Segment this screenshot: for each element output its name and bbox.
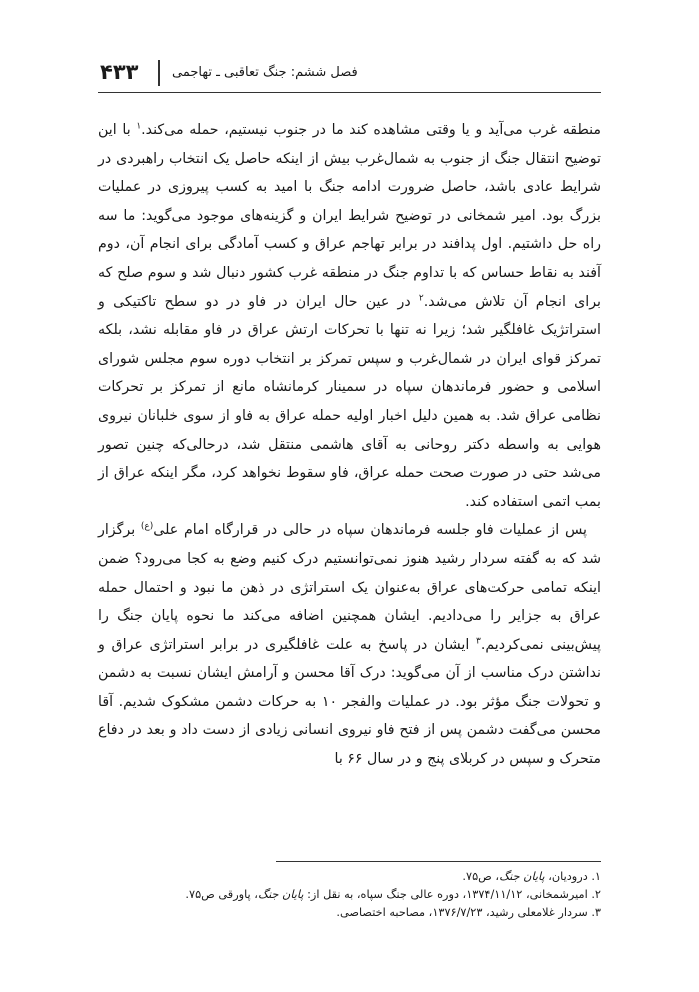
text-run: منطقه غرب می‌آید و یا وقتی مشاهده کند ما در جنوب نیستیم، حمله می‌کند.: [141, 122, 601, 138]
footnote-marker: (ع): [140, 521, 154, 532]
book-title: پایان جنگ: [257, 888, 304, 901]
book-title: پایان جنگ: [499, 870, 545, 883]
footnote-marker: ۱: [136, 121, 142, 132]
text-run: ، پاورقی ص۷۵.: [185, 888, 258, 901]
text-run: در عین حال ایران در فاو در دو سطح تاکتیکی و استراتژیک غافلگیر شد؛ زیرا نه تنها با تحرکات ارتش عراق در فاو مقابله نشد، بلکه تمرکز قوای ایران در شمال‌غرب و سپس تمرکز بر انتخاب دوره سوم مجلس شورای اسلامی و حضور فرماندهان سپاه در سمینار کرمانشاه مانع از تمرکز بر تحرکات نظامی عراق شد. به همین دلیل اخبار اولیه حمله عراق به فاو از سوی خلبانان نیروی هوایی به واسطه دکتر روحانی به آقای هاشمی منتقل شد، درحالی‌که چنین تصور می‌شد حتی در صورت صحت حمله عراق، فاو سقوط نخواهد کرد، مگر اینکه عراق از بمب اتمی استفاده کند.: [98, 293, 601, 510]
footnote-2: [90, 886, 601, 904]
body-text: [98, 116, 601, 774]
footnote-marker: ۳: [476, 635, 481, 646]
text-run: ، ص۷۵.: [462, 870, 500, 883]
text-run: پس از عملیات فاو جلسه فرماندهان سپاه در حالی در قرارگاه امام علی: [153, 522, 587, 539]
paragraph-1: [98, 116, 601, 516]
text-run: ۲. امیرشمخانی، ۱۳۷۴/۱۱/۱۲، دوره عالی جنگ سپاه، به نقل از:: [303, 888, 601, 901]
page-header: [98, 56, 601, 93]
footnote-marker: ۲: [418, 292, 424, 303]
text-run: با این توضیح انتقال جنگ از جنوب به شمال‌غرب بیش از اینکه حاصل یک انتخاب راهبردی در شرایط عادی باشد، حاصل ضرورت ادامه جنگ با امید به کسب پیروزی در عملیات بزرگ بود. امیر شمخانی در توضیح شرایط ایران و گزینه‌های موجود می‌گوید: ما سه راه حل داشتیم. اول پدافند در برابر تهاجم عراق و کسب آمادگی برای انجام آن، دوم آفند به نقاط حساس که با تداوم جنگ در منطقه غرب کشور دنبال شد و سوم صلح که برای انجام آن تلاش می‌شد.: [98, 122, 601, 310]
footnote-1: [90, 868, 601, 886]
header-separator: [158, 60, 160, 86]
footnotes: [90, 868, 601, 922]
text-run: ۱. درودیان،: [544, 870, 601, 883]
text-run: ایشان در پاسخ به علت غافلگیری در برابر استراتژی عراق و نداشتن درک مناسب از آن می‌گوید: درک آقا محسن و آرامش ایشان نسبت به دشمن و تحولات جنگ مؤثر بود. در عملیات والفجر ۱۰ به حرکات دشمن مشکوک شدیم. آقا محسن می‌گفت دشمن پس از فتح فاو نیروی انسانی زیادی از دست داد و بعد در دفاع متحرک و سپس در کربلای پنج و در سال ۶۶ با: [98, 636, 601, 768]
paragraph-2: [98, 516, 601, 773]
footnote-3: [90, 904, 601, 922]
page-number: ۴۳۳: [100, 60, 139, 84]
chapter-title: فصل ششم: جنگ تعاقبی ـ تهاجمی: [172, 65, 358, 80]
text-run: برگزار شد که به گفته سردار رشید هنوز نمی‌توانستیم درک کنیم وضع به کجا می‌رود؟ ضمن اینکه تمامی حرکت‌های عراق به‌عنوان یک استراتژی در ذهن ما نبود و احتمال حمله عراق به جزایر را می‌دادیم. ایشان همچنین اضافه می‌کند ما نحوه پایان جنگ را پیش‌بینی نمی‌کردیم.: [98, 522, 601, 653]
footnote-rule: [276, 861, 601, 862]
text-run: ۳. سردار غلامعلی رشید، ۱۳۷۶/۷/۲۳، مصاحبه اختصاصی.: [336, 906, 601, 919]
